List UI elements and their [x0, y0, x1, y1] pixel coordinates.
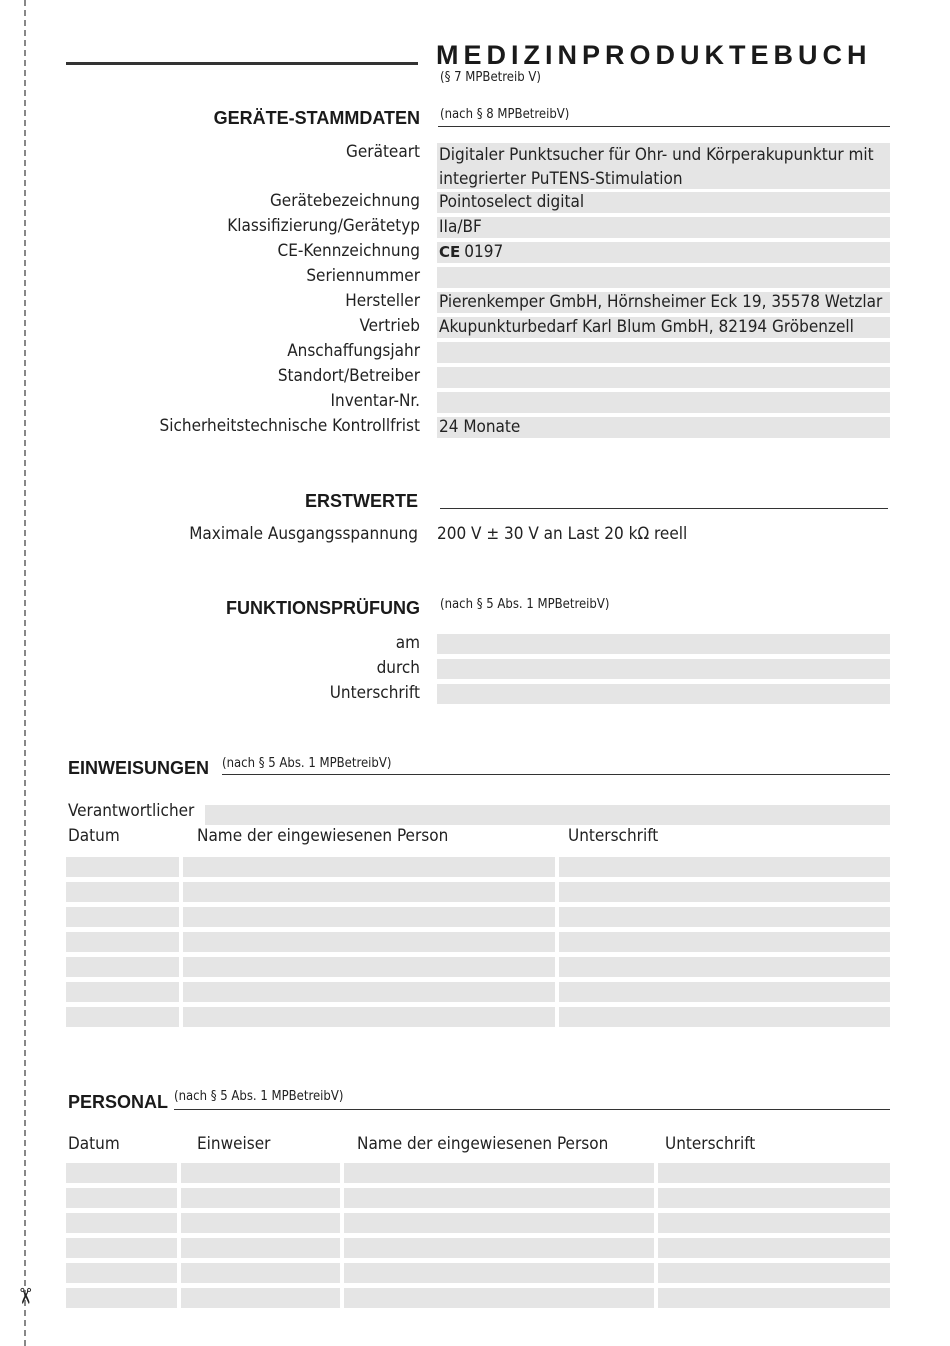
einweisungen-cell[interactable]	[66, 882, 179, 902]
stammdaten-label: Seriennummer	[306, 266, 420, 286]
einweisungen-cell[interactable]	[66, 957, 179, 977]
einweisungen-cell[interactable]	[183, 982, 555, 1002]
page-subtitle: (§ 7 MPBetreib V)	[440, 70, 541, 85]
funktion-label: durch	[376, 658, 420, 678]
stammdaten-value-field[interactable]	[437, 143, 890, 189]
einweisungen-cell[interactable]	[559, 882, 890, 902]
header-rule	[66, 62, 418, 65]
personal-heading: PERSONAL	[68, 1092, 169, 1112]
personal-cell[interactable]	[181, 1288, 340, 1308]
einweisungen-cell[interactable]	[66, 907, 179, 927]
stammdaten-label: Sicherheitstechnische Kontrollfrist	[159, 416, 420, 436]
personal-cell[interactable]	[658, 1163, 890, 1183]
scissors-icon: ✂	[11, 1286, 40, 1306]
stammdaten-value-field[interactable]: 24 Monate	[437, 417, 890, 438]
personal-cell[interactable]	[181, 1163, 340, 1183]
stammdaten-label: Standort/Betreiber	[277, 366, 420, 386]
stammdaten-label: Klassifizierung/Gerätetyp	[227, 216, 420, 236]
personal-cell[interactable]	[66, 1163, 177, 1183]
personal-cell[interactable]	[66, 1188, 177, 1208]
erstwerte-rule	[440, 508, 888, 509]
personal-cell[interactable]	[344, 1263, 654, 1283]
funktion-field[interactable]	[437, 659, 890, 679]
personal-cell[interactable]	[658, 1288, 890, 1308]
einweisungen-cell[interactable]	[66, 982, 179, 1002]
einweisungen-cell[interactable]	[183, 932, 555, 952]
personal-cell[interactable]	[658, 1188, 890, 1208]
stammdaten-ref: (nach § 8 MPBetreibV)	[440, 107, 570, 122]
personal-cell[interactable]	[344, 1163, 654, 1183]
funktion-field[interactable]	[437, 684, 890, 704]
personal-cell[interactable]	[181, 1188, 340, 1208]
personal-col-unterschrift: Unterschrift	[665, 1134, 756, 1154]
einweisungen-cell[interactable]	[183, 882, 555, 902]
funktion-heading: FUNKTIONSPRÜFUNG	[226, 598, 420, 618]
stammdaten-label: Vertrieb	[359, 316, 420, 336]
stammdaten-value-field[interactable]: IIa/BF	[437, 217, 890, 238]
personal-cell[interactable]	[181, 1238, 340, 1258]
personal-cell[interactable]	[66, 1238, 177, 1258]
einweisungen-cell[interactable]	[183, 907, 555, 927]
einweisungen-cell[interactable]	[559, 982, 890, 1002]
einweisungen-cell[interactable]	[559, 1007, 890, 1027]
einweisungen-cell[interactable]	[183, 857, 555, 877]
stammdaten-value-field[interactable]	[437, 242, 890, 263]
einweisungen-heading: EINWEISUNGEN	[68, 758, 210, 778]
personal-cell[interactable]	[344, 1238, 654, 1258]
page-title: MEDIZINPRODUKTEBUCH	[436, 40, 872, 70]
einweisungen-col-name: Name der eingewiesenen Person	[197, 826, 449, 846]
funktion-label: am	[395, 633, 420, 653]
einweisungen-cell[interactable]	[66, 932, 179, 952]
personal-cell[interactable]	[344, 1288, 654, 1308]
einweisungen-cell[interactable]	[559, 907, 890, 927]
stammdaten-value-line2: integrierter PuTENS-Stimulation	[439, 169, 683, 189]
ce-mark-icon: CE	[439, 243, 461, 261]
stammdaten-value: Digitaler Punktsucher für Ohr- und Körperakupunktur mit	[439, 145, 874, 165]
einweisungen-cell[interactable]	[183, 1007, 555, 1027]
stammdaten-value-field[interactable]	[437, 342, 890, 363]
stammdaten-label: Anschaffungsjahr	[287, 341, 420, 361]
personal-ref: (nach § 5 Abs. 1 MPBetreibV)	[174, 1089, 344, 1104]
stammdaten-rule	[438, 126, 890, 127]
funktion-field[interactable]	[437, 634, 890, 654]
personal-cell[interactable]	[658, 1238, 890, 1258]
stammdaten-value-field[interactable]: Pierenkemper GmbH, Hörnsheimer Eck 19, 35578 Wetzlar	[437, 292, 890, 313]
einweisungen-col-datum: Datum	[68, 826, 120, 846]
einweisungen-cell[interactable]	[559, 932, 890, 952]
personal-col-datum: Datum	[68, 1134, 120, 1154]
verantwortlicher-label: Verantwortlicher	[68, 801, 195, 821]
personal-cell[interactable]	[658, 1213, 890, 1233]
einweisungen-rule	[222, 774, 890, 775]
einweisungen-cell[interactable]	[66, 857, 179, 877]
personal-cell[interactable]	[66, 1288, 177, 1308]
stammdaten-value-field[interactable]: Pointoselect digital	[437, 192, 890, 213]
personal-rule	[174, 1109, 890, 1110]
einweisungen-cell[interactable]	[183, 957, 555, 977]
erstwerte-value: 200 V ± 30 V an Last 20 kΩ reell	[437, 524, 688, 544]
personal-cell[interactable]	[658, 1263, 890, 1283]
erstwerte-label: Maximale Ausgangsspannung	[189, 524, 418, 544]
funktion-label: Unterschrift	[329, 683, 420, 703]
stammdaten-heading: GERÄTE-STAMMDATEN	[213, 108, 420, 128]
personal-cell[interactable]	[344, 1213, 654, 1233]
personal-cell[interactable]	[181, 1213, 340, 1233]
stammdaten-value-field[interactable]	[437, 267, 890, 288]
einweisungen-cell[interactable]	[559, 857, 890, 877]
erstwerte-heading: ERSTWERTE	[304, 491, 418, 511]
stammdaten-label: Gerätebezeichnung	[269, 191, 420, 211]
stammdaten-value-field[interactable]	[437, 367, 890, 388]
stammdaten-value: 0197	[464, 242, 504, 262]
einweisungen-cell[interactable]	[66, 1007, 179, 1027]
personal-cell[interactable]	[181, 1263, 340, 1283]
personal-cell[interactable]	[344, 1188, 654, 1208]
personal-col-einweiser: Einweiser	[197, 1134, 271, 1154]
stammdaten-label: Inventar-Nr.	[330, 391, 420, 411]
stammdaten-value-field[interactable]: Akupunkturbedarf Karl Blum GmbH, 82194 Gröbenzell	[437, 317, 890, 338]
einweisungen-col-unterschrift: Unterschrift	[568, 826, 659, 846]
stammdaten-label: CE-Kennzeichnung	[277, 241, 420, 261]
verantwortlicher-field[interactable]	[205, 805, 890, 825]
personal-col-name: Name der eingewiesenen Person	[357, 1134, 609, 1154]
stammdaten-value-field[interactable]	[437, 392, 890, 413]
stammdaten-label: Hersteller	[345, 291, 420, 311]
personal-cell[interactable]	[66, 1263, 177, 1283]
stammdaten-label: Geräteart	[346, 142, 420, 162]
personal-cell[interactable]	[66, 1213, 177, 1233]
funktion-ref: (nach § 5 Abs. 1 MPBetreibV)	[440, 597, 610, 612]
einweisungen-cell[interactable]	[559, 957, 890, 977]
einweisungen-ref: (nach § 5 Abs. 1 MPBetreibV)	[222, 756, 392, 771]
